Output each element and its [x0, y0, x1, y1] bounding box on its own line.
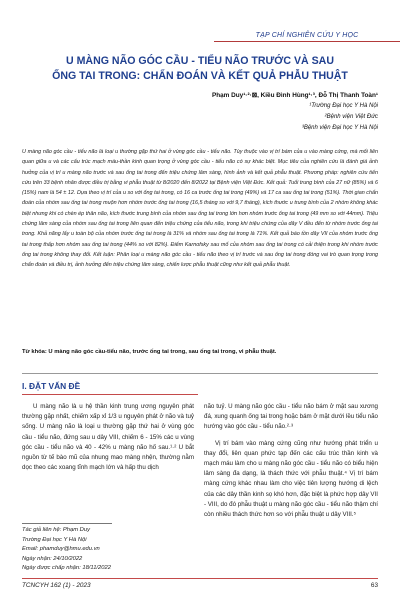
author-email: Email: phamduy@hmu.edu.vn — [22, 546, 100, 552]
body-right-column — [204, 402, 378, 520]
body-paragraph: não tuỷ. U màng não góc cầu - tiểu não bám ở mặt sau xương đá, xung quanh ống tai trong hoặc bám ở mặt dưới lều tiểu não hướng vào góc cầu - tiểu não.²·³ — [204, 403, 378, 431]
title-line-2: ỐNG TAI TRONG: CHẨN ĐOÁN VÀ KẾT QUẢ PHẪU THUẬT — [52, 70, 348, 82]
abstract: U màng não góc cầu - tiểu não là loại u thường gặp thứ hai ở vùng góc cầu - tiểu não. Tùy thuộc vào vị trí bám của u vào màng cứng, mà mối liên quan giữa u và các cấu trúc mạch máu-thần kinh quan trọng ở vùng góc cầu - tiểu não có sự khác biệt. Mục tiêu của nghiên cứu là đánh giá ảnh hưởng của vị trí u màng não trước và sau ống tai trong đến triệu chứng lâm sàng, hình ảnh và kết quả phẫu thuật. Phương pháp: nghiên cứu tiến cứu trên 33 bệnh nhân được điều trị bằng vi phẫu thuật từ 8/2020 đến 8/2022 tại Bệnh viện Việt Đức. Kết quả: Tuổi trung bình của 27 nữ (85%) và 6 (15%) nam là 54 ± 12. Dựa theo vị trí của u so với ống tai trong, có 16 ca trước ống tai trong (49%) và 17 ca sau ống tai trong (51%). Thời gian chẩn đoán của nhóm sau ống tai trong muộn hơn nhóm trước ống tai trong (16,5 tháng so với 9,7 tháng), kích thước u trung bình của 2 nhóm không khác biệt nhưng khi có chèn ép thân não, kích thước trung bình của nhóm sau ống tai trong lớn hơn nhóm trước ống tai trong (49 mm so với 44mm). Triệu chứng lâm sàng của nhóm sau ống tai trong liên quan đến triệu chứng của tiểu não, trong khi triệu chứng của dây V đều đến từ nhóm trước ống tai trong. Khả năng lấy u toàn bộ của nhóm trước ống tai trong là 31% và nhóm sau ống tai trong là 71%. Kết quả báo tồn dây VII của nhóm trước ống tai trong thấp hơn nhóm sau ống tai trong (44% so với 82%). Điểm Karnofsky sau mổ của nhóm sau ống tai trong có cải thiện trong khi nhóm trước ống tai trong không thay đổi. Kết luận: Phân loại u màng não góc cầu - tiểu não theo vị trí trước và sau ống tai trong đóng vai trò quan trọng trong chẩn đoán và điều trị, ảnh hưởng đến triệu chứng lâm sàng, chiến lược phẫu thuật cũng như kết quả phẫu thuật. — [22, 149, 378, 269]
footer-rule — [22, 578, 378, 579]
author-info-rule — [22, 523, 112, 524]
journal-header — [214, 30, 400, 41]
received-date: Ngày nhận: 24/10/2022 — [22, 555, 83, 562]
corresponding-author: Tác giả liên hệ: Phạm Duy — [22, 527, 90, 533]
body-paragraph: Vị trí bám vào màng cứng cũng như hướng phát triển u thay đổi, liên quan phức tạp đến các cấu trúc thần kinh và mạch máu làm cho u màng não góc cầu - tiểu não có biểu hiện lâm sàng đa dạng, là thách thức với phẫu thuật.⁴ Vị trí bám màng cứng khác nhau làm cho việc tiên lượng hướng di lệch của các dây thần kinh sọ khó hơn, đặc biệt là phức hợp dây VII - VIII, do đó phẫu thuật u màng não góc cầu - tiểu não thậm chí còn nhiều thách thức hơn so với phẫu thuật u dây VIII.⁵ — [204, 439, 378, 519]
section-heading: I. ĐẶT VẤN ĐỀ — [22, 381, 81, 391]
header-rule — [214, 41, 400, 42]
section-rule — [22, 394, 198, 395]
title-line-1: U MÀNG NÃO GÓC CẦU - TIỂU NÃO TRƯỚC VÀ SAU — [66, 55, 334, 67]
author-list: Phạm Duy¹·²·⊠, Kiều Đình Hùng¹·³, Đỗ Thị Thanh Toàn¹ — [211, 92, 378, 99]
author-institution: Trường Đại học Y Hà Nội — [22, 536, 87, 543]
accepted-date: Ngày được chấp nhận: 18/11/2022 — [22, 565, 111, 571]
author-info — [22, 526, 194, 574]
affiliation-3: ³Bệnh viện Đại học Y Hà Nội — [301, 125, 378, 131]
body-paragraph: U màng não là u hệ thần kinh trung ương nguyên phát thường gặp nhất, chiếm xấp xỉ 1/3 u nguyên phát ở não và tuỷ sống. U màng não là loại u thường gặp thứ hai ở vùng góc cầu - tiểu não, đứng sau u dây VIII, chiếm 6 - 15% các u vùng góc cầu - tiểu não và 40 - 42% u màng não hố sau.¹·² U bắt nguồn từ tế bào mũ của nhung mao màng nhện, thường nằm dọc theo các xoang tĩnh mạch lớn và hấp thu dịch — [22, 403, 194, 472]
body-left-column — [22, 402, 194, 473]
journal-category: TẠP CHÍ NGHIÊN CỨU Y HỌC — [255, 32, 359, 39]
page-number: 63 — [370, 582, 378, 589]
abstract-separator — [22, 373, 378, 374]
article-title — [20, 54, 380, 84]
journal-issue: TCNCYH 162 (1) - 2023 — [22, 582, 91, 589]
keywords: Từ khóa: U màng não góc cầu-tiểu não, trước ống tai trong, sau ống tai trong, vi phẫu thuật. — [22, 349, 277, 355]
affiliation-2: ²Bệnh viện Việt Đức — [324, 114, 378, 120]
affiliation-1: ¹Trường Đại học Y Hà Nội — [309, 103, 378, 109]
